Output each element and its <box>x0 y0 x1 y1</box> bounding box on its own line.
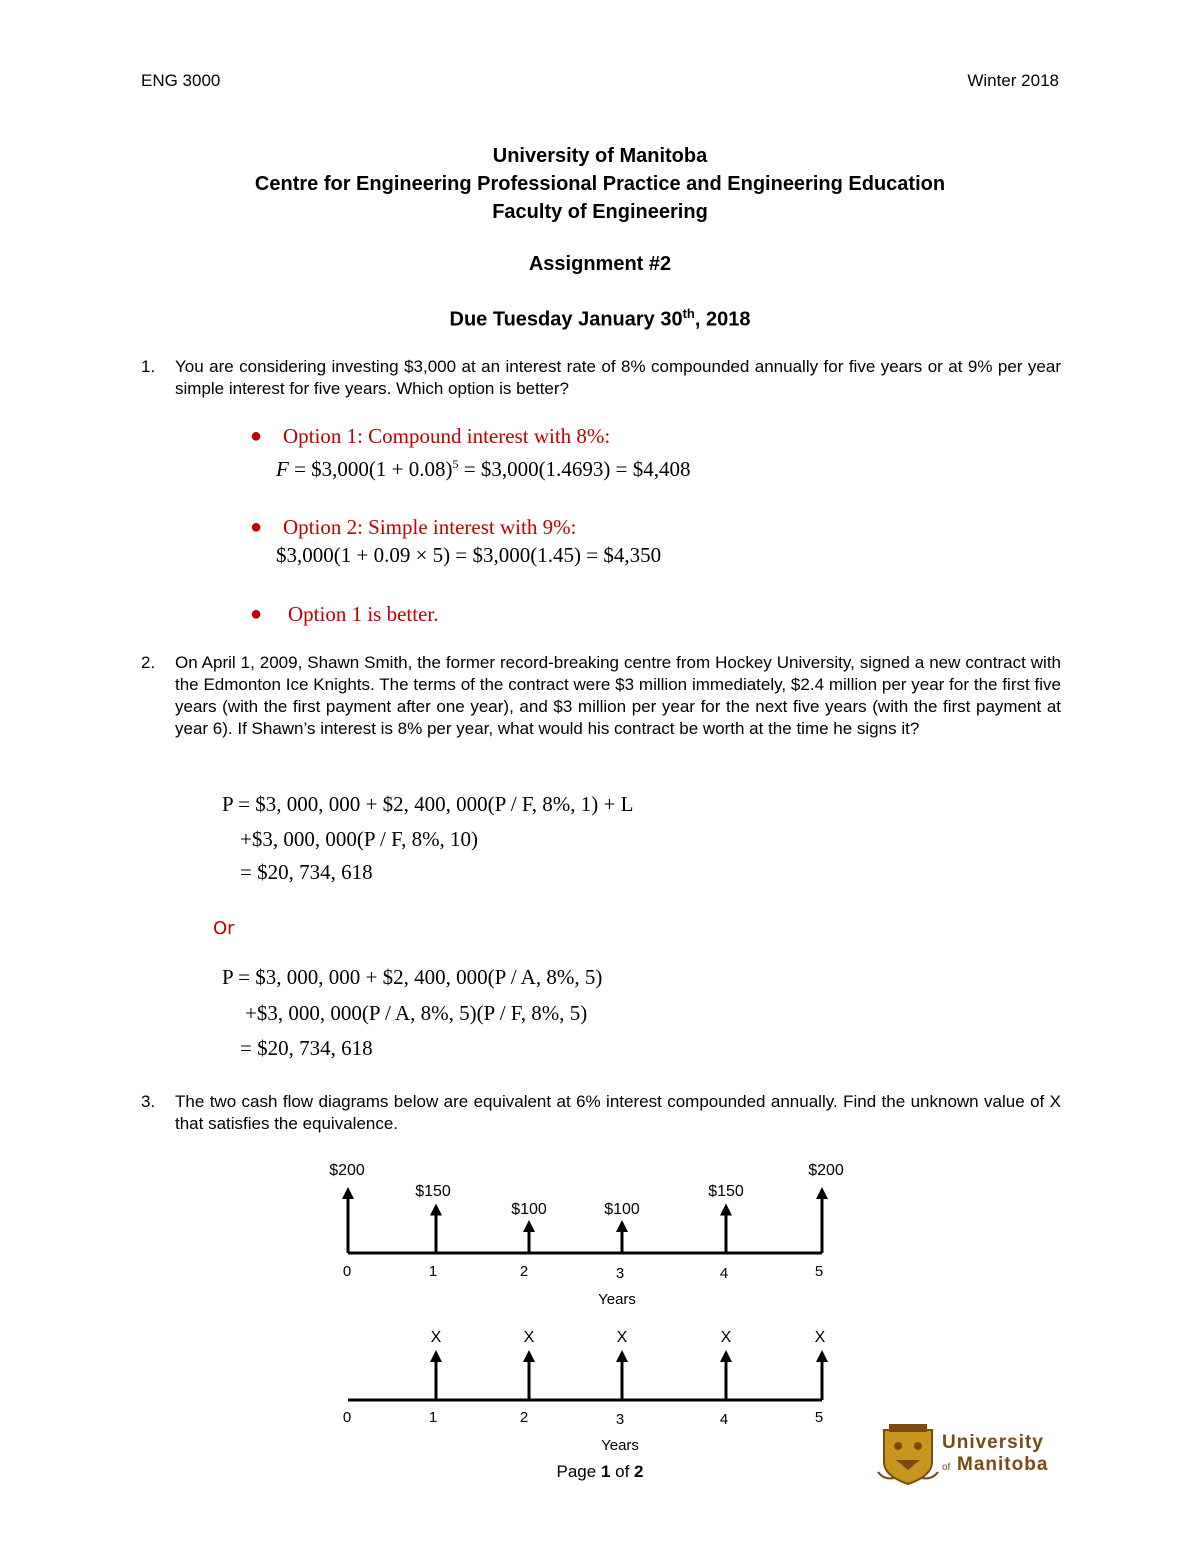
arrow-head <box>523 1220 535 1232</box>
equation-a-line2: +$3, 000, 000(P / F, 8%, 10) <box>240 827 479 851</box>
page-number: 1 <box>600 1462 611 1481</box>
question-text: You are considering investing $3,000 at an interest rate of 8% compounded annually for five years or at 9% per year simple interest for five years. Which option is better? <box>175 357 1061 398</box>
amount-label: $150 <box>708 1183 744 1200</box>
equation-b-line3: = $20, 734, 618 <box>240 1036 373 1060</box>
amount-label: $100 <box>511 1201 547 1218</box>
year-label: 3 <box>615 1411 625 1428</box>
equation-b-line2: +$3, 000, 000(P / A, 8%, 5)(P / F, 8%, 5) <box>245 1001 588 1025</box>
arrow-head <box>430 1350 442 1362</box>
bullet-icon: ● <box>250 516 263 538</box>
option1-equation: F = $3,000(1 + 0.08)$^5$ = $3,000(1.4693) = $4,408 <box>276 457 691 481</box>
title-university: University of Manitoba <box>492 145 708 167</box>
equation-a-line1: P = $3, 000, 000 + $2, 400, 000(P / F, 8%, 1) + L <box>222 792 634 816</box>
year-label: 0 <box>342 1263 352 1280</box>
year-label: 3 <box>615 1265 625 1282</box>
year-label: 1 <box>428 1409 438 1426</box>
year-label: 1 <box>428 1263 438 1280</box>
page-footer: Page 1 of 2 <box>556 1462 644 1481</box>
arrow-head <box>720 1204 732 1216</box>
amount-label: X <box>523 1329 535 1346</box>
question-number: 3. <box>141 1092 156 1111</box>
arrow-head <box>720 1350 732 1362</box>
year-label: 2 <box>519 1409 529 1426</box>
logo-wordmark-of: of <box>942 1462 951 1473</box>
due-date: Due Tuesday January 30th, 2018 <box>449 306 751 331</box>
year-label: 5 <box>814 1263 824 1280</box>
cash-flow-diagram-1 <box>329 1162 844 1308</box>
year-label: 4 <box>719 1411 729 1428</box>
title-faculty: Faculty of Engineering <box>492 201 708 223</box>
assignment-title: Assignment #2 <box>528 253 672 275</box>
page-total: 2 <box>634 1462 644 1481</box>
amount-label: X <box>720 1329 732 1346</box>
arrow-head <box>430 1204 442 1216</box>
logo-wordmark-line2: Manitoba <box>957 1454 1049 1475</box>
amount-label: $150 <box>415 1183 451 1200</box>
equation-b-line1: P = $3, 000, 000 + $2, 400, 000(P / A, 8%, 5) <box>222 965 603 989</box>
question-text: On April 1, 2009, Shawn Smith, the former record-breaking centre from Hockey University, signed a new contract with the Edmonton Ice Knights. The terms of the contract were $3 million immediately, $2.4 million per year for the first five years (with the first payment after one year), and $3 million per year for the next five years (with the first payment at year 6). If Shawn’s interest is 8% per year, what would his contract be worth at the time he signs it? <box>175 653 1061 738</box>
axis-label: Years <box>598 1291 636 1308</box>
equation-a-line3: = $20, 734, 618 <box>240 860 373 884</box>
year-label: 2 <box>519 1263 529 1280</box>
year-label: 5 <box>814 1409 824 1426</box>
amount-label: $200 <box>329 1162 365 1179</box>
cash-flow-diagram-2 <box>343 1329 828 1454</box>
or-label: Or <box>213 918 235 939</box>
logo-wordmark-line1: University <box>942 1432 1044 1453</box>
option2-label: Option 2: Simple interest with 9%: <box>283 515 577 539</box>
option-conclusion: Option 1 is better. <box>288 602 439 626</box>
amount-label: X <box>814 1329 826 1346</box>
amount-label: $100 <box>604 1201 640 1218</box>
year-label: 4 <box>719 1265 729 1282</box>
question-text: The two cash flow diagrams below are equivalent at 6% interest compounded annually. Find the unknown value of X that satisfies the equivalence. <box>175 1092 1061 1133</box>
term: Winter 2018 <box>967 71 1059 90</box>
arrow-head <box>816 1187 828 1199</box>
arrow-head <box>342 1187 354 1199</box>
arrow-head <box>816 1350 828 1362</box>
amount-label: X <box>616 1329 628 1346</box>
bullet-icon: ● <box>250 603 263 625</box>
bullet-icon: ● <box>250 425 263 447</box>
axis-label: Years <box>601 1437 639 1454</box>
question-number: 2. <box>141 653 156 672</box>
title-centre: Centre for Engineering Professional Practice and Engineering Education <box>254 173 946 195</box>
question-number: 1. <box>141 357 156 376</box>
arrow-head <box>616 1350 628 1362</box>
course-code: ENG 3000 <box>141 71 221 90</box>
amount-label: X <box>430 1329 442 1346</box>
arrow-head <box>523 1350 535 1362</box>
amount-label: $200 <box>808 1162 844 1179</box>
option2-equation: $3,000(1 + 0.09 × 5) = $3,000(1.45) = $4,350 <box>276 543 662 567</box>
option1-label: Option 1: Compound interest with 8%: <box>283 424 611 448</box>
year-label: 0 <box>342 1409 352 1426</box>
arrow-head <box>616 1220 628 1232</box>
